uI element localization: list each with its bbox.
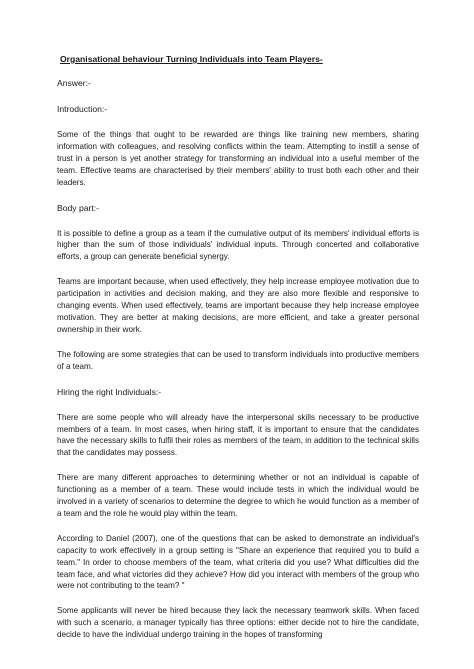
- body-paragraph-3: The following are some strategies that can be used to transform individuals into productive members of a team.: [57, 349, 419, 371]
- answer-label: Answer:-: [57, 78, 91, 88]
- hiring-paragraph-2: There are many different approaches to determining whether or not an individual is capable of functioning as a member of a team. These would include tests in which the individual would be involved in a variety of scenarios to determine the degree to which he would function as a member of a team and the role he would play within the team.: [57, 473, 419, 518]
- hiring-heading: Hiring the right Individuals:-: [57, 386, 162, 397]
- document-page: [57, 53, 419, 654]
- hiring-paragraph-4: Some applicants will never be hired because they lack the necessary teamwork skills. When faced with such a scenario, a manager typically has three options: either decide not to hire the candidate, decide to have the individual undergo training in the hopes of transforming: [57, 606, 419, 640]
- hiring-paragraph-1: There are some people who will already have the interpersonal skills necessary to be productive members of a team. In most cases, when hiring staff, it is important to ensure that the candidates have the necessary skills to fulfil their roles as members of the team, in addition to the technical skills that the candidates may possess.: [57, 412, 419, 458]
- body-paragraph-1: It is possible to define a group as a team if the cumulative output of its members' individual efforts is higher than the sum of those individuals' individual inputs. Through concerted and collaborative efforts, a group can generate beneficial synergy.: [57, 228, 419, 262]
- body-paragraph-2: Teams are important because, when used effectively, they help increase employee motivation due to participation in activities and decision making, and they are also more flexible and responsive to changing events. When used effectively, teams are important because they help increase employee motivation. They are better at making decisions, are more efficient, and take a greater personal ownership in their work.: [57, 277, 419, 334]
- introduction-heading: Introduction:-: [57, 104, 108, 114]
- intro-paragraph: Some of the things that ought to be rewarded are things like training new members, sharing information with colleagues, and resolving conflicts within the team. Attempting to instill a sense of trust in a person is yet another strategy for transforming an individual into a useful member of the team. Effective teams are characterised by their members' ability to trust both each other and their leaders.: [57, 130, 419, 187]
- hiring-paragraph-3: According to Daniel (2007), one of the questions that can be asked to demonstrate an individual's capacity to work effectively in a group setting is "Share an experience that required you to build a team." In order to choose members of the team, what criteria did you use? What difficulties did the team face, and what victories did they achieve? How did you interact with members of the group who were not contributing to the team? ": [57, 533, 419, 591]
- document-title: Organisational behaviour Turning Individuals into Team Players-: [60, 54, 323, 64]
- body-part-heading: Body part:-: [57, 202, 100, 213]
